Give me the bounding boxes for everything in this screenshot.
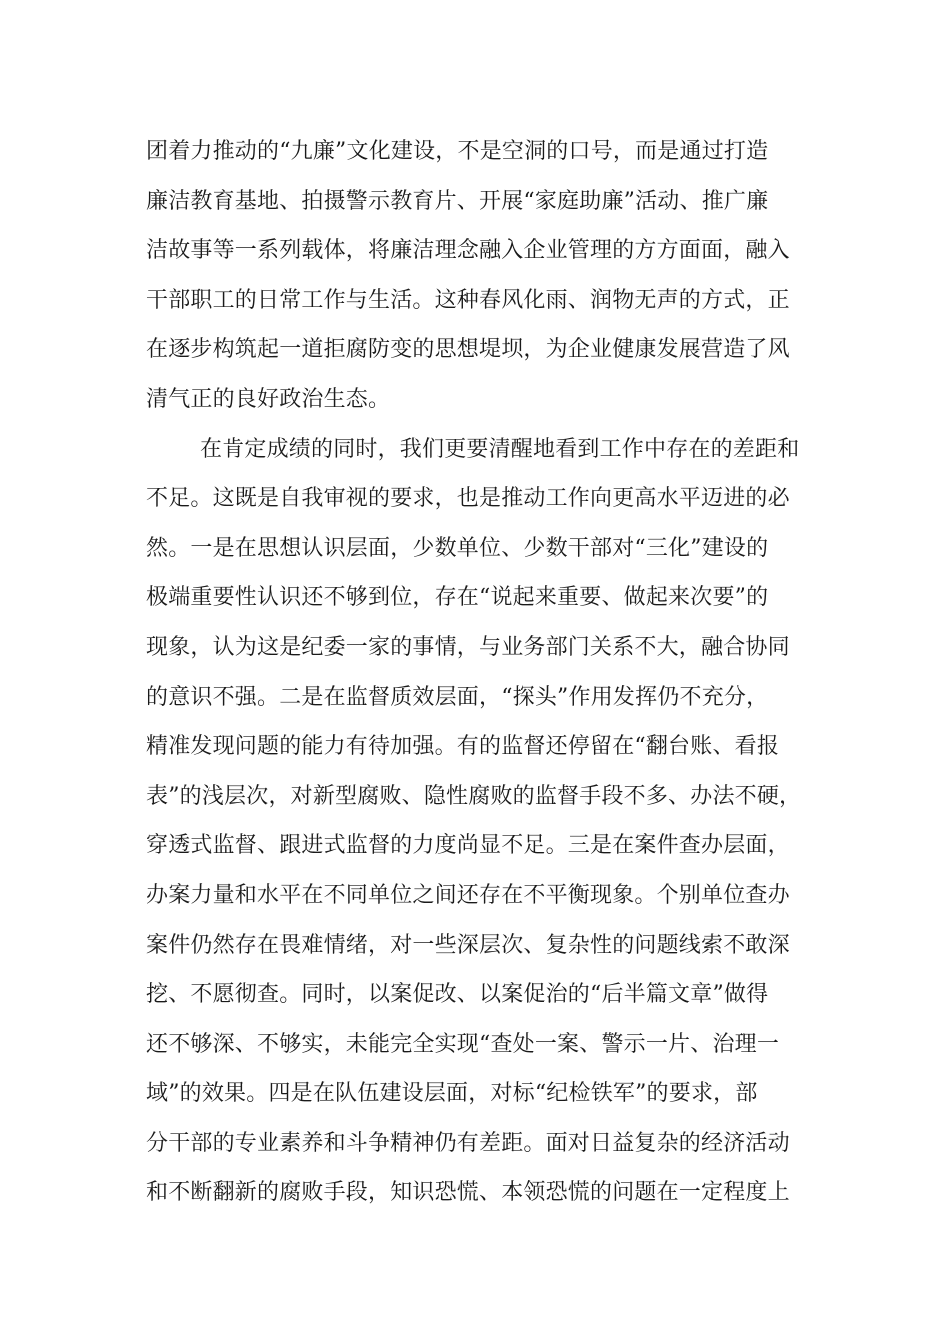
paragraph-1 bbox=[146, 127, 826, 425]
text-line: 挖、不愿彻查。同时，以案促改、以案促治的“后半篇文章”做得 bbox=[146, 982, 769, 1008]
text-line: 不足。这既是自我审视的要求，也是推动工作向更高水平迈进的必 bbox=[146, 486, 790, 512]
text-line: 精准发现问题的能力有待加强。有的监督还停留在“翻台账、看报 bbox=[146, 734, 780, 760]
text-line: 和不断翻新的腐败手段，知识恐慌、本领恐慌的问题在一定程度上 bbox=[146, 1180, 790, 1206]
text-line: 表”的浅层次，对新型腐败、隐性腐败的监督手段不多、办法不硬， bbox=[146, 783, 802, 809]
text-line: 案件仍然存在畏难情绪，对一些深层次、复杂性的问题线索不敢深 bbox=[146, 932, 790, 958]
text-line: 廉洁教育基地、拍摄警示教育片、开展“家庭助廉”活动、推广廉 bbox=[146, 188, 769, 214]
paragraph-2 bbox=[146, 425, 826, 1219]
text-line: 办案力量和水平在不同单位之间还存在不平衡现象。个别单位查办 bbox=[146, 882, 790, 908]
text-line: 穿透式监督、跟进式监督的力度尚显不足。三是在案件查办层面， bbox=[146, 833, 790, 859]
text-line: 域”的效果。四是在队伍建设层面，对标“纪检铁军”的要求，部 bbox=[146, 1081, 758, 1107]
text-line: 然。一是在思想认识层面，少数单位、少数干部对“三化”建设的 bbox=[146, 535, 769, 561]
text-line: 干部职工的日常工作与生活。这种春风化雨、润物无声的方式，正 bbox=[146, 287, 790, 313]
text-line: 极端重要性认识还不够到位，存在“说起来重要、做起来次要”的 bbox=[146, 585, 769, 611]
text-line: 的意识不强。二是在监督质效层面，“探头”作用发挥仍不充分， bbox=[146, 684, 769, 710]
text-line: 在逐步构筑起一道拒腐防变的思想堤坝，为企业健康发展营造了风 bbox=[146, 337, 790, 363]
text-line: 在肯定成绩的同时，我们更要清醒地看到工作中存在的差距和 bbox=[200, 436, 800, 462]
text-line: 团着力推动的“九廉”文化建设，不是空洞的口号，而是通过打造 bbox=[146, 139, 769, 164]
text-line: 还不够深、不够实，未能完全实现“查处一案、警示一片、治理一 bbox=[146, 1031, 780, 1057]
text-line: 清气正的良好政治生态。 bbox=[146, 386, 391, 412]
text-line: 现象，认为这是纪委一家的事情，与业务部门关系不大，融合协同 bbox=[146, 634, 790, 660]
document-body bbox=[146, 127, 826, 1218]
text-line: 洁故事等一系列载体，将廉洁理念融入企业管理的方方面面，融入 bbox=[146, 238, 790, 264]
text-line: 分干部的专业素养和斗争精神仍有差距。面对日益复杂的经济活动 bbox=[146, 1130, 790, 1156]
